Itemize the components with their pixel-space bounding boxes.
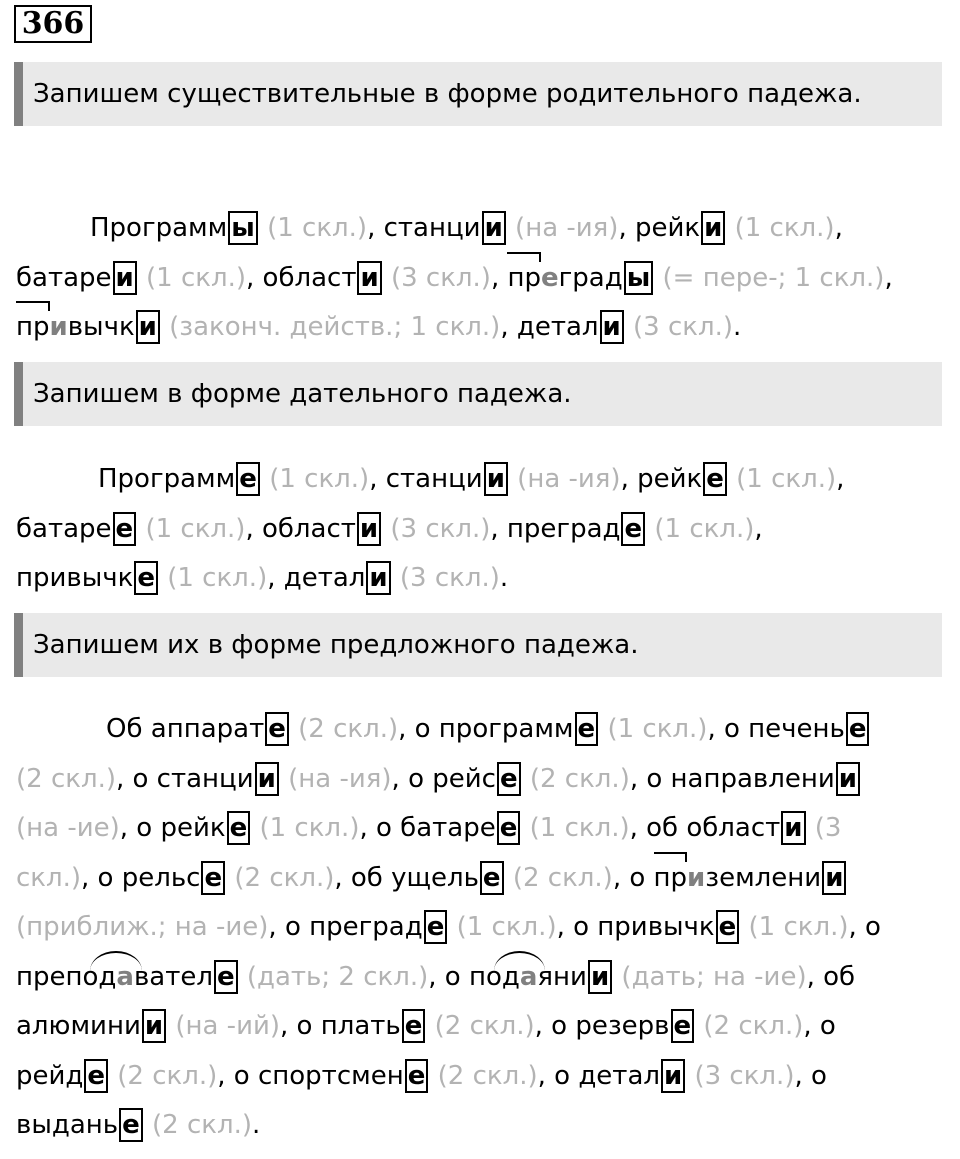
section-2-text: Программ е (1 скл.), станци и (на -ия), рейк е (1 скл.), батаре е (1 скл.), област и (3 скл.), преград е (1 скл.), привычк е (1 скл.), детал и (3 скл.). <box>16 464 845 593</box>
section-3-text: Об аппарат е (2 скл.), о программ е (1 скл.), о печень е (2 скл.), о станци и (на -ия), о рейс е (2 скл.), о направлени и (на -ие), о рейк е (1 скл.), о батаре е (1 скл.), об област и (3 скл.), о рельс е (2 скл.), об ущель е (2 скл.), о приземлени и (приближ.; на -ие), о преград е (1 скл.), о привычк е (1 скл.), о препо давател е (дать; 2 скл.), о по даяни и (дать; на -ие), об алюмини и (на -ий), о плать е (2 скл.), о резерв е (2 скл.), о рейд е (2 скл.), о спортсмен е (2 скл.), о детал и (3 скл.), о выдань е (2 скл.). <box>16 714 881 1140</box>
section-1-text: Программ ы (1 скл.), станци и (на -ия), рейк и (1 скл.), батаре и (1 скл.), област и (3 скл.), преград ы (= пере-; 1 скл.), привычк и (законч. действ.; 1 скл.), детал и (3 скл.). <box>16 213 893 342</box>
section-3-heading: Запишем их в форме предложного падежа. <box>14 613 942 677</box>
section-1-heading: Запишем существительные в форме родительного падежа. <box>14 62 942 126</box>
section-2-heading: Запишем в форме дательного падежа. <box>14 362 942 426</box>
exercise-number: 366 <box>14 5 92 43</box>
